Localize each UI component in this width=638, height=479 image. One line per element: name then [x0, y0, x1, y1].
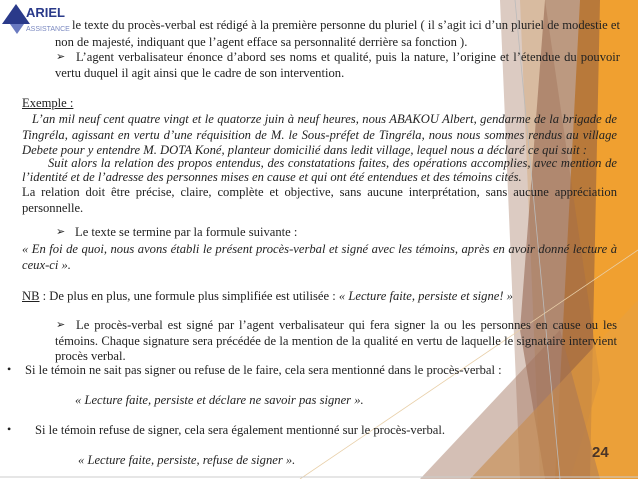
text-line: L’agent verbalisateur énonce d’abord ses noms et qualité, puis la nature, l’origine et l’étendue du pouvoir — [76, 50, 620, 64]
arrow-bullet-icon: ➢ — [56, 50, 66, 63]
text-line: le texte du procès-verbal est rédigé à la première personne du pluriel ( il s’agit ici d’un pluriel de modestie et — [72, 18, 620, 32]
text-line: « Lecture faite, persiste et déclare ne savoir pas signer ». — [75, 393, 364, 407]
text-line: « En foi de quoi, nous avons établi le présent procès-verbal et signé avec les témoins, après en avoir donné lecture à — [22, 242, 617, 256]
text-line: non de majesté, indiquant que l’agent efface sa personnalité derrière sa fonction ). — [55, 35, 468, 49]
arrow-bullet-icon: ➢ — [56, 318, 66, 331]
text-line: L’an mil neuf cent quatre vingt et le quatorze juin à neuf heures, nous ABAKOU Albert, gendarme de la brigade de — [32, 112, 617, 126]
text-line: « Lecture faite, persiste, refuse de signer ». — [78, 453, 296, 467]
text-line: Le texte se termine par la formule suivante : — [75, 225, 298, 239]
text-line: Suit alors la relation des propos entendus, des constatations faites, des opérations accomplies, avec mention de — [48, 156, 617, 170]
text-line: ceux-ci ». — [22, 258, 71, 272]
ariel-assistance-logo — [2, 4, 70, 34]
nb-line — [22, 289, 513, 304]
text-line: Tingréla, agissant en vertu d’une réquisition de M. le Sous-préfet de Tingréla, nous nous sommes rendus au village — [22, 128, 617, 142]
bullet-icon: • — [7, 422, 12, 436]
bullet-icon: • — [7, 362, 12, 376]
text-line: Si le témoin ne sait pas signer ou refuse de le faire, cela sera mentionné dans le procès-verbal : — [25, 363, 502, 377]
svg-text:ASSISTANCE: ASSISTANCE — [26, 26, 70, 33]
text-line: personnelle. — [22, 201, 84, 215]
svg-text:ARIEL: ARIEL — [26, 5, 65, 20]
text-line: vertu duquel il agit ainsi que le cadre de son intervention. — [55, 66, 345, 80]
example-heading: Exemple : — [22, 96, 74, 110]
text-line: Si le témoin refuse de signer, cela sera également mentionné sur le procès-verbal. — [35, 423, 446, 437]
text-line: Le procès-verbal est signé par l’agent verbalisateur qui fera signer la ou les personnes en cause ou les — [76, 318, 617, 332]
page-number: 24 — [592, 444, 609, 461]
text-line: La relation doit être précise, claire, complète et objective, sans aucune interprétation, sans aucune appréciation — [22, 185, 617, 199]
nb-label: NB — [22, 289, 40, 303]
arrow-bullet-icon: ➢ — [56, 225, 66, 238]
text-line: témoins. Chaque signature sera précédée de la mention de la qualité en vertu de laquelle le signataire intervient — [55, 334, 617, 348]
text-line: Debete pour y entendre M. DOTA Koné, planteur domicilié dans ledit village, lequel nous a déclaré ce qui suit : — [22, 143, 587, 157]
text-line: l’identité et de l’adresse des personnes mises en cause et qui ont été entendues et des témoins cités. — [22, 170, 522, 184]
text-line: procès verbal. — [55, 349, 126, 363]
nb-text: : De plus en plus, une formule plus simplifiée est utilisée : — [39, 289, 339, 303]
nb-quote: « Lecture faite, persiste et signe! » — [338, 289, 513, 303]
